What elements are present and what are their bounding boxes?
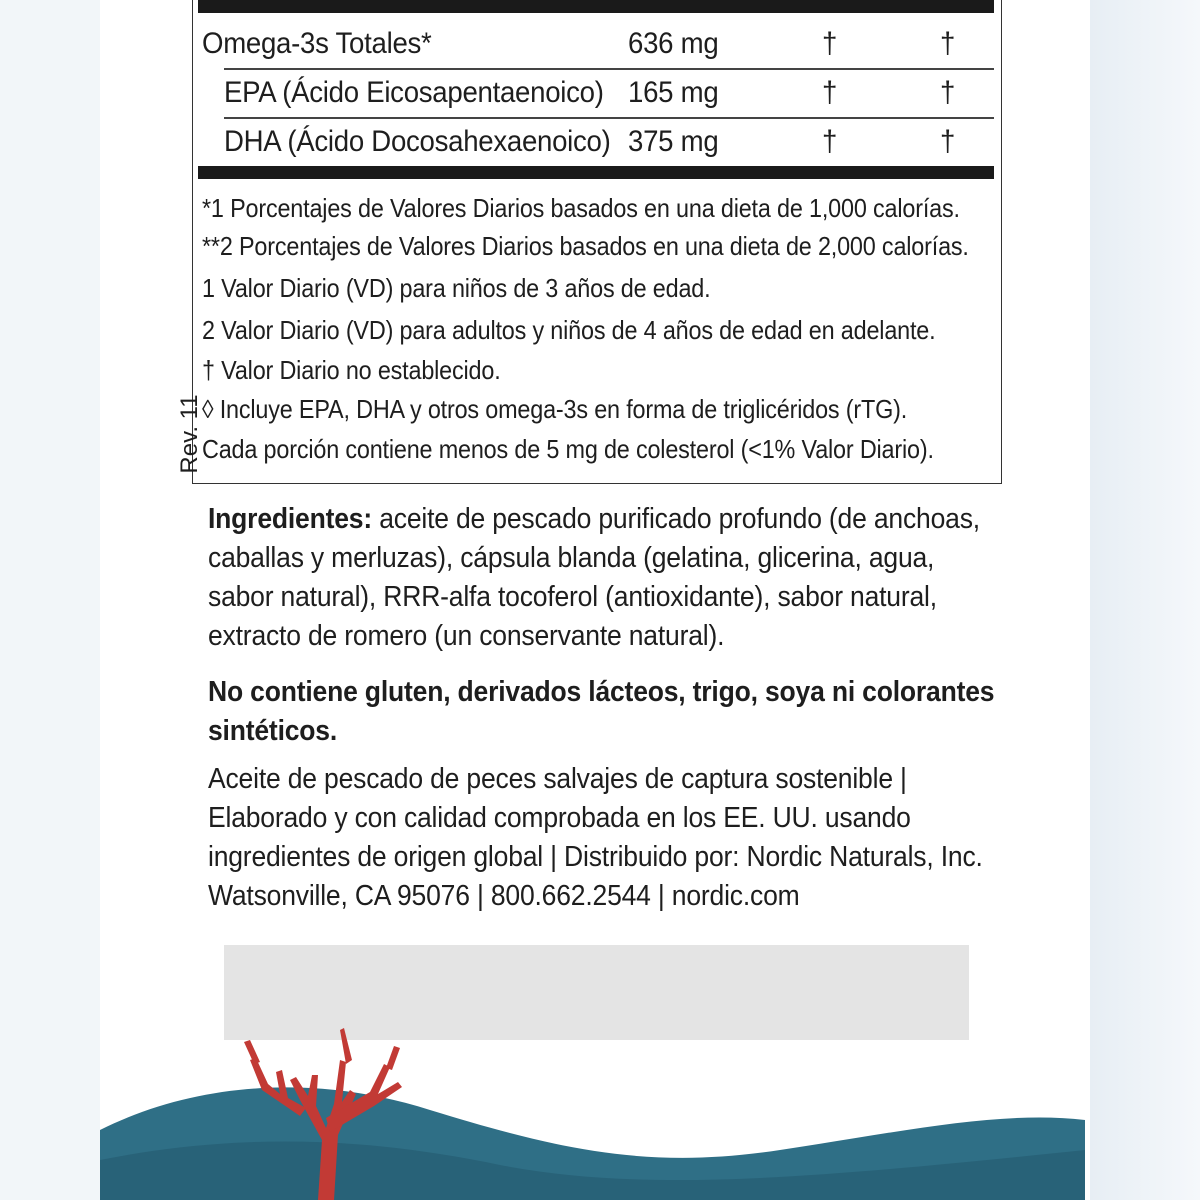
manufacturer-text: Elaborado y con calidad comprobada en los EE. UU. usando bbox=[208, 802, 911, 834]
footnote: Cada porción contiene menos de 5 mg de colesterol (<1% Valor Diario). bbox=[202, 434, 934, 464]
manufacturer-text: Watsonville, CA 95076 | 800.662.2544 | nordic.com bbox=[208, 880, 800, 912]
manufacturer-text: ingredientes de origen global | Distribuido por: Nordic Naturals, Inc. bbox=[208, 841, 983, 873]
ingredients-label: Ingredientes: bbox=[208, 503, 373, 535]
daily-value-adults: † bbox=[940, 76, 956, 109]
nutrient-amount: 165 mg bbox=[628, 76, 719, 109]
nutrient-amount: 636 mg bbox=[628, 27, 719, 60]
row-divider bbox=[224, 68, 994, 70]
footnote: *1 Porcentajes de Valores Diarios basados en una dieta de 1,000 calorías. bbox=[202, 193, 960, 223]
daily-value-kids: † bbox=[822, 125, 838, 158]
facts-bottom-bar bbox=[198, 166, 994, 179]
daily-value-adults: † bbox=[940, 27, 956, 60]
footnote: 2 Valor Diario (VD) para adultos y niños de 4 años de edad en adelante. bbox=[202, 315, 936, 345]
nutrient-name: Omega-3s Totales* bbox=[202, 27, 432, 60]
revision-label: Rev. 11 bbox=[176, 394, 203, 474]
ingredients-text: extracto de romero (un conservante natural). bbox=[208, 620, 725, 652]
ingredients-block bbox=[208, 500, 1008, 656]
allergen-text: No contiene gluten, derivados lácteos, trigo, soya ni colorantes bbox=[208, 676, 995, 708]
ocean-coral-illustration bbox=[0, 1020, 1200, 1200]
daily-value-kids: † bbox=[822, 27, 838, 60]
manufacturer-text: Aceite de pescado de peces salvajes de captura sostenible | bbox=[208, 763, 907, 795]
daily-value-kids: † bbox=[822, 76, 838, 109]
nutrient-name: EPA (Ácido Eicosapentaenoico) bbox=[224, 76, 604, 109]
facts-top-bar bbox=[198, 0, 994, 13]
ingredients-text: caballas y merluzas), cápsula blanda (gelatina, glicerina, agua, bbox=[208, 542, 935, 574]
ingredients-text: aceite de pescado purificado profundo (de anchoas, bbox=[372, 503, 980, 535]
allergen-text: sintéticos. bbox=[208, 715, 338, 747]
nutrient-amount: 375 mg bbox=[628, 125, 719, 158]
footnote: † Valor Diario no establecido. bbox=[202, 355, 501, 385]
footnote: **2 Porcentajes de Valores Diarios basados en una dieta de 2,000 calorías. bbox=[202, 231, 969, 261]
nutrient-name: DHA (Ácido Docosahexaenoico) bbox=[224, 125, 611, 158]
footnote: 1 Valor Diario (VD) para niños de 3 años de edad. bbox=[202, 273, 711, 303]
row-divider bbox=[224, 117, 994, 119]
footnote: ◊ Incluye EPA, DHA y otros omega-3s en forma de triglicéridos (rTG). bbox=[202, 394, 908, 424]
ingredients-text: sabor natural), RRR-alfa tocoferol (antioxidante), sabor natural, bbox=[208, 581, 937, 613]
manufacturer-info bbox=[208, 760, 1008, 916]
daily-value-adults: † bbox=[940, 125, 956, 158]
allergen-statement bbox=[208, 673, 1008, 751]
